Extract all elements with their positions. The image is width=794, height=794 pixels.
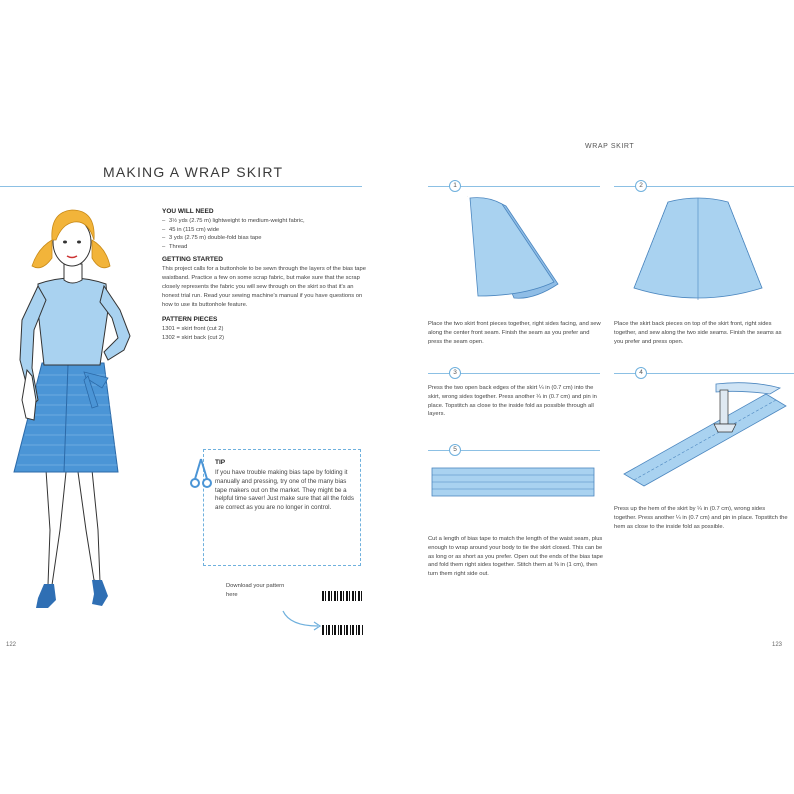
step-number: 2	[635, 180, 647, 192]
need-item: – 45 in (115 cm) wide	[162, 226, 367, 235]
getting-started-text: This project calls for a buttonhole to be sewn through the layers of the bias tape waistband. Practice a few on some scrap fabric, but make sure that the scrap closely represents the fabric you will sew through on the skirt so that it's an honest trial run. Read your sewing machine's manual if you have questions on how to use its buttonhole feature.	[162, 266, 366, 308]
page-title: MAKING A WRAP SKIRT	[103, 164, 284, 180]
step-number: 5	[449, 444, 461, 456]
running-head: WRAP SKIRT	[585, 143, 635, 150]
you-will-need-section	[162, 208, 367, 342]
step1-skirt-front-illustration	[464, 196, 574, 306]
step-number: 1	[449, 180, 461, 192]
step-number: 3	[449, 367, 461, 379]
step-text: Press up the hem of the skirt by ¼ in (0.7 cm), wrong sides together. Press another ¼ in (0.7 cm) and pin in place. Topstitch the hem as close to the inside fold as possible.	[614, 506, 788, 530]
arrow-icon	[280, 608, 325, 632]
page-number-right: 123	[772, 642, 783, 648]
step-text: Place the two skirt front pieces together, right sides facing, and sew along the center front seam. Finish the seam as you prefer and press the seam open.	[428, 321, 601, 345]
need-item: – 3½ yds (2.75 m) lightweight to medium-weight fabric,	[162, 217, 367, 226]
tip-label: TIP	[215, 459, 226, 466]
need-item: – 3 yds (2.75 m) double-fold bias tape	[162, 234, 367, 243]
step-number: 4	[635, 367, 647, 379]
you-will-need-heading: YOU WILL NEED	[162, 208, 214, 215]
getting-started-heading: GETTING STARTED	[162, 256, 223, 263]
need-item: – Thread	[162, 243, 367, 252]
pattern-piece-item: 1301 = skirt front (cut 2)	[162, 326, 224, 332]
tip-text: If you have trouble making bias tape by folding it manually and pressing, try one of the many bias tape makers out on the market. They might be a helpful time saver! Just make sure that all the folds are correct as you are no longer in control.	[215, 469, 354, 512]
pattern-piece-item: 1302 = skirt back (cut 2)	[162, 334, 225, 341]
download-text: Download your pattern here	[226, 583, 285, 598]
scissors-icon	[189, 457, 213, 491]
woman-illustration	[8, 200, 148, 620]
step5-bias-tape-illustration	[428, 462, 600, 502]
pattern-pieces-heading: PATTERN PIECES	[162, 316, 218, 323]
step-text: Press the two open back edges of the skirt ¼ in (0.7 cm) into the skirt, wrong sides together. Press another ¼ in (0.7 cm) and pin in place. Topstitch as close to the inside fold as possible through all layers.	[428, 385, 597, 418]
title-rule-left	[0, 186, 362, 187]
qr-code-icon	[322, 625, 364, 635]
step-text: Place the skirt back pieces on top of the skirt front, right sides together, and sew along the two side seams. Finish the seams as you prefer and press open.	[614, 321, 782, 345]
step2-skirt-back-illustration	[628, 196, 768, 308]
step-text: Cut a length of bias tape to match the length of the waist seam, plus enough to wrap around your body to tie the skirt closed. This can be as long or as short as you prefer. Open out the ends of the bias tape and fold them right sides together. Stitch them at ⅜ in (1 cm), then turn them right side out.	[428, 536, 603, 578]
step4-sewing-machine-illustration	[620, 380, 790, 492]
page-number-left: 122	[6, 642, 17, 648]
qr-code-icon	[322, 591, 364, 601]
